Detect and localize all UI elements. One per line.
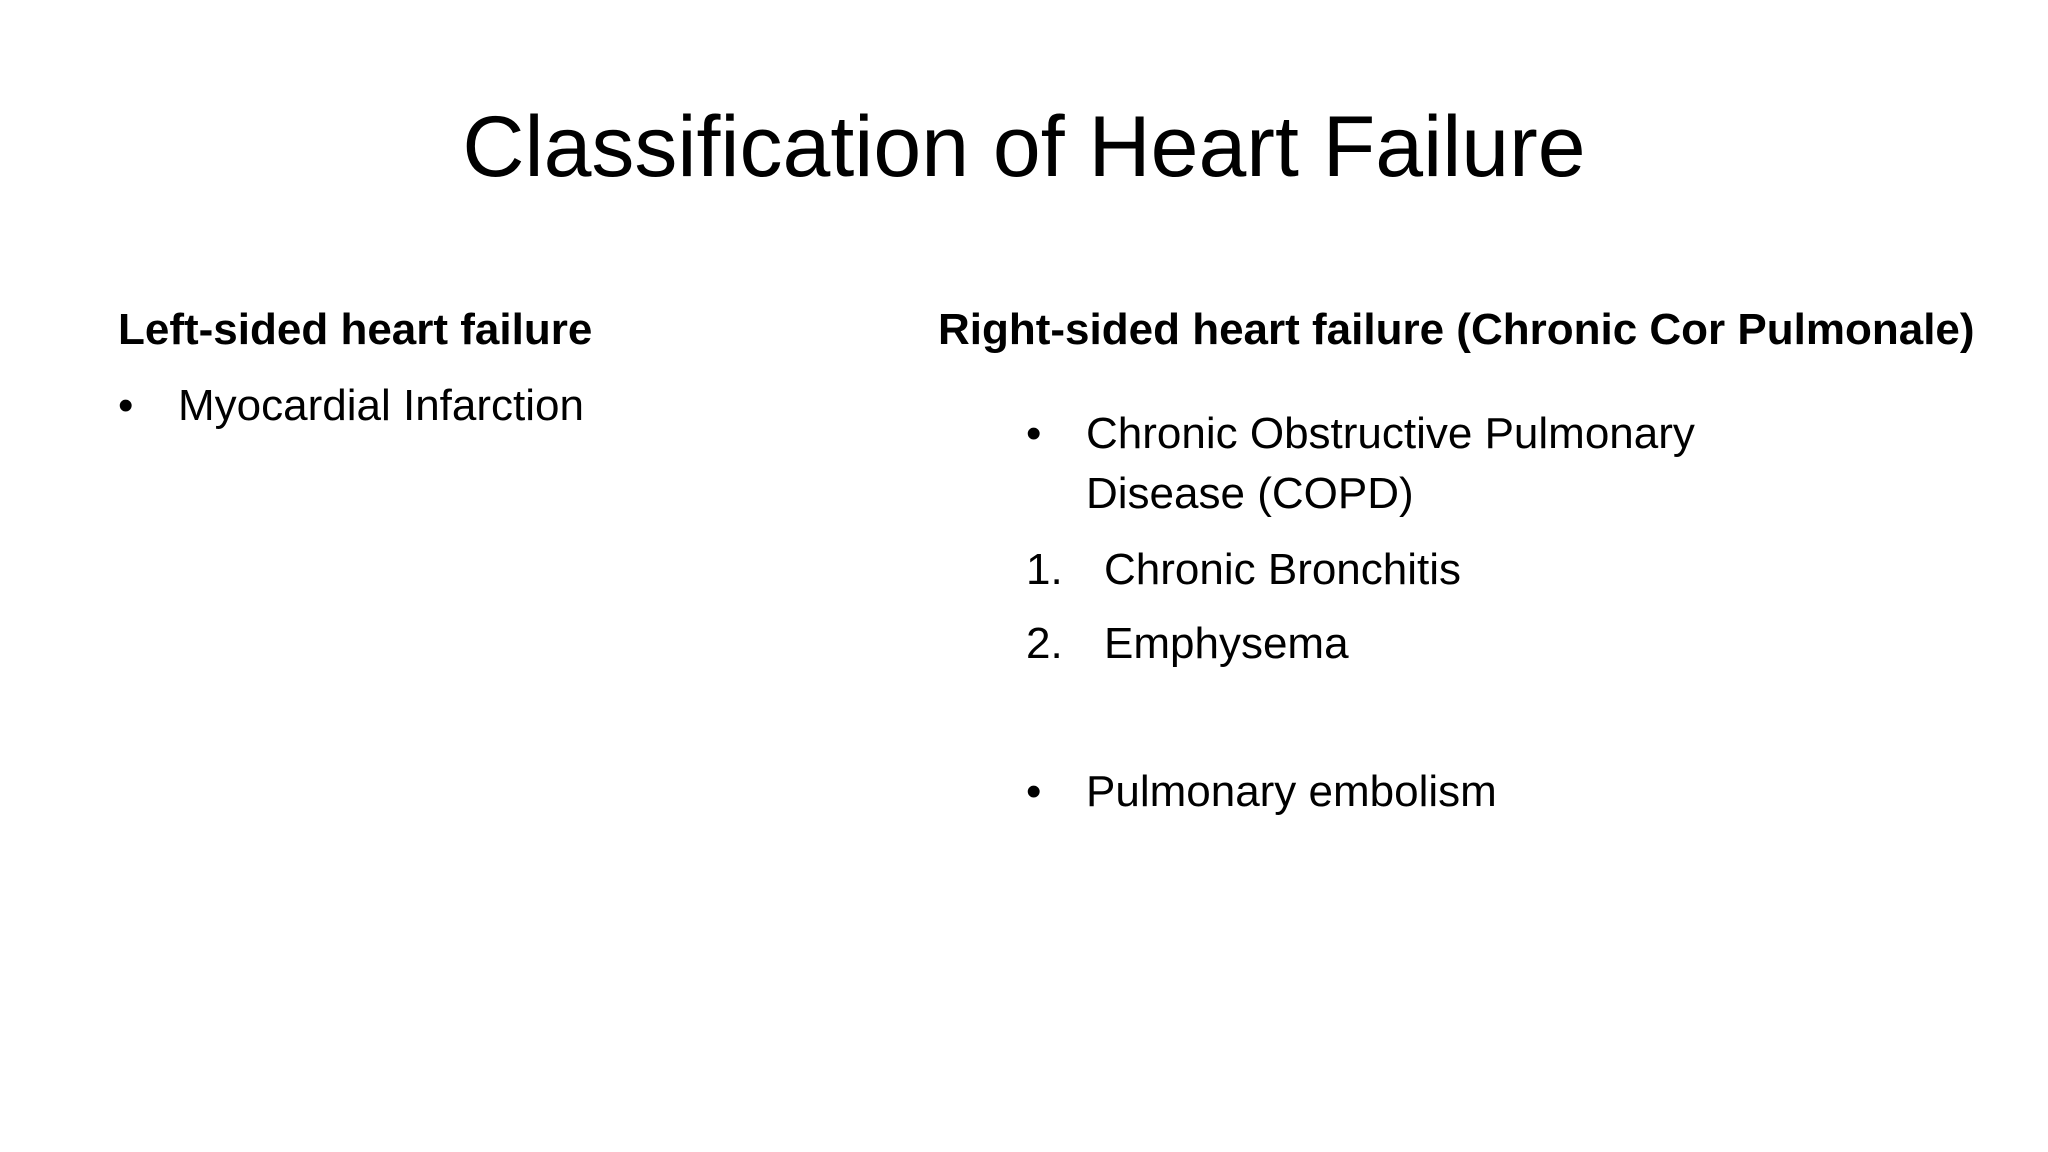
bullet-marker: • xyxy=(118,381,134,430)
list-item-text xyxy=(1086,404,1695,524)
bullet-marker: • xyxy=(1026,767,1042,816)
list-item-text: Pulmonary embolism xyxy=(1086,767,1497,816)
left-column-heading: Left-sided heart failure xyxy=(118,305,593,354)
list-item-text-line: Chronic Obstructive Pulmonary xyxy=(1086,409,1695,458)
list-item-text: Chronic Bronchitis xyxy=(1104,545,1462,594)
right-column-heading: Right-sided heart failure (Chronic Cor Pulmonale) xyxy=(938,305,1975,354)
number-marker: 1. xyxy=(1026,545,1063,594)
list-item-text-line: Disease (COPD) xyxy=(1086,469,1414,518)
list-item-text: Emphysema xyxy=(1104,619,1349,668)
number-marker: 2. xyxy=(1026,619,1063,668)
list-item-text: Myocardial Infarction xyxy=(178,381,584,430)
slide-title: Classification of Heart Failure xyxy=(462,99,1586,195)
bullet-marker: • xyxy=(1026,409,1042,458)
